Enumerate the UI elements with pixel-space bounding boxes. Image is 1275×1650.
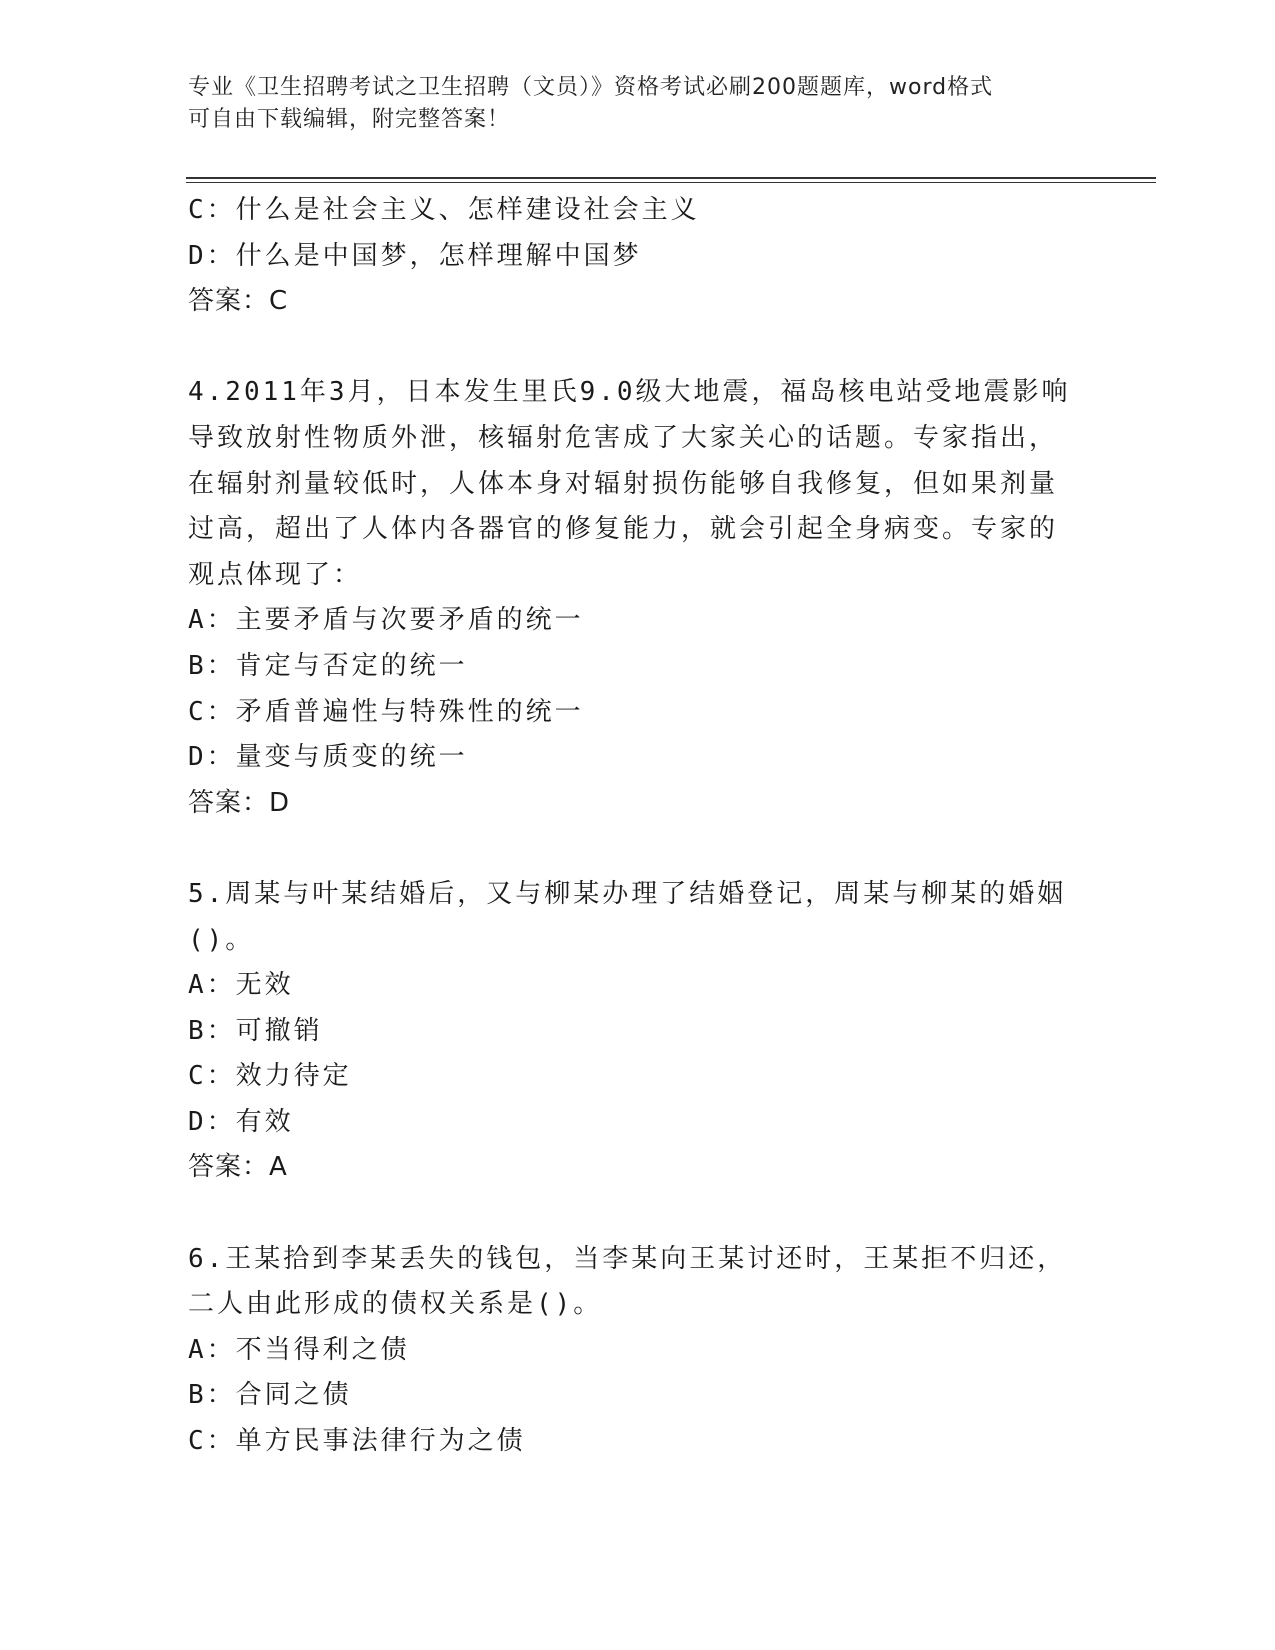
document-body: [188, 188, 1071, 1465]
answer: 答案：A: [188, 1152, 288, 1183]
question-4: [188, 370, 1071, 826]
question-stem-line: 6.王某拾到李某丢失的钱包，当李某向王某讨还时，王某拒不归还，: [188, 1243, 1067, 1274]
question-stem-line: 在辐射剂量较低时，人体本身对辐射损伤能够自我修复，但如果剂量: [188, 468, 1059, 499]
answer: 答案：C: [188, 286, 289, 317]
question-stem-line: 导致放射性物质外泄，核辐射危害成了大家关心的话题。专家指出，: [188, 422, 1059, 453]
spacer: [188, 826, 1068, 872]
header-divider: [186, 177, 1156, 179]
question-stem-line: 过高，超出了人体内各器官的修复能力，就会引起全身病变。专家的: [188, 514, 1059, 545]
option-d: D：什么是中国梦，怎样理解中国梦: [188, 240, 642, 271]
option-b: B：合同之债: [188, 1380, 352, 1411]
header-title-line1: 专业《卫生招聘考试之卫生招聘（文员）》资格考试必刷200题题库，word格式: [188, 75, 994, 100]
option-d: D：有效: [188, 1106, 294, 1137]
question-stem-line: 4.2011年3月，日本发生里氏9.0级大地震，福岛核电站受地震影响: [188, 377, 1071, 408]
option-c: C：矛盾普遍性与特殊性的统一: [188, 696, 584, 727]
question-stem-line: 二人由此形成的债权关系是()。: [188, 1289, 603, 1320]
option-a: A：无效: [188, 970, 294, 1001]
question-stem-line: 5.周某与叶某结婚后，又与柳某办理了结婚登记，周某与柳某的婚姻: [188, 878, 1067, 909]
answer: 答案：D: [188, 787, 291, 818]
option-b: B：肯定与否定的统一: [188, 650, 468, 681]
option-d: D：量变与质变的统一: [188, 742, 468, 773]
question-6: [188, 1237, 1068, 1465]
spacer: [188, 325, 1068, 371]
option-a: A：不当得利之债: [188, 1334, 410, 1365]
question-5: [188, 872, 1068, 1191]
option-c: C：单方民事法律行为之债: [188, 1426, 526, 1457]
option-a: A：主要矛盾与次要矛盾的统一: [188, 605, 584, 636]
option-c: C：什么是社会主义、怎样建设社会主义: [188, 195, 700, 225]
option-b: B：可撤销: [188, 1015, 323, 1046]
header-title-line2: 可自由下载编辑，附完整答案！: [188, 107, 511, 132]
header-divider-thin: [186, 182, 1156, 183]
spacer: [188, 1191, 1068, 1237]
option-c: C：效力待定: [188, 1061, 352, 1092]
question-stem-line: ()。: [188, 924, 255, 955]
document-header: [188, 72, 1068, 136]
question-stem-line: 观点体现了：: [188, 559, 363, 590]
question-3-tail: [188, 188, 1068, 325]
